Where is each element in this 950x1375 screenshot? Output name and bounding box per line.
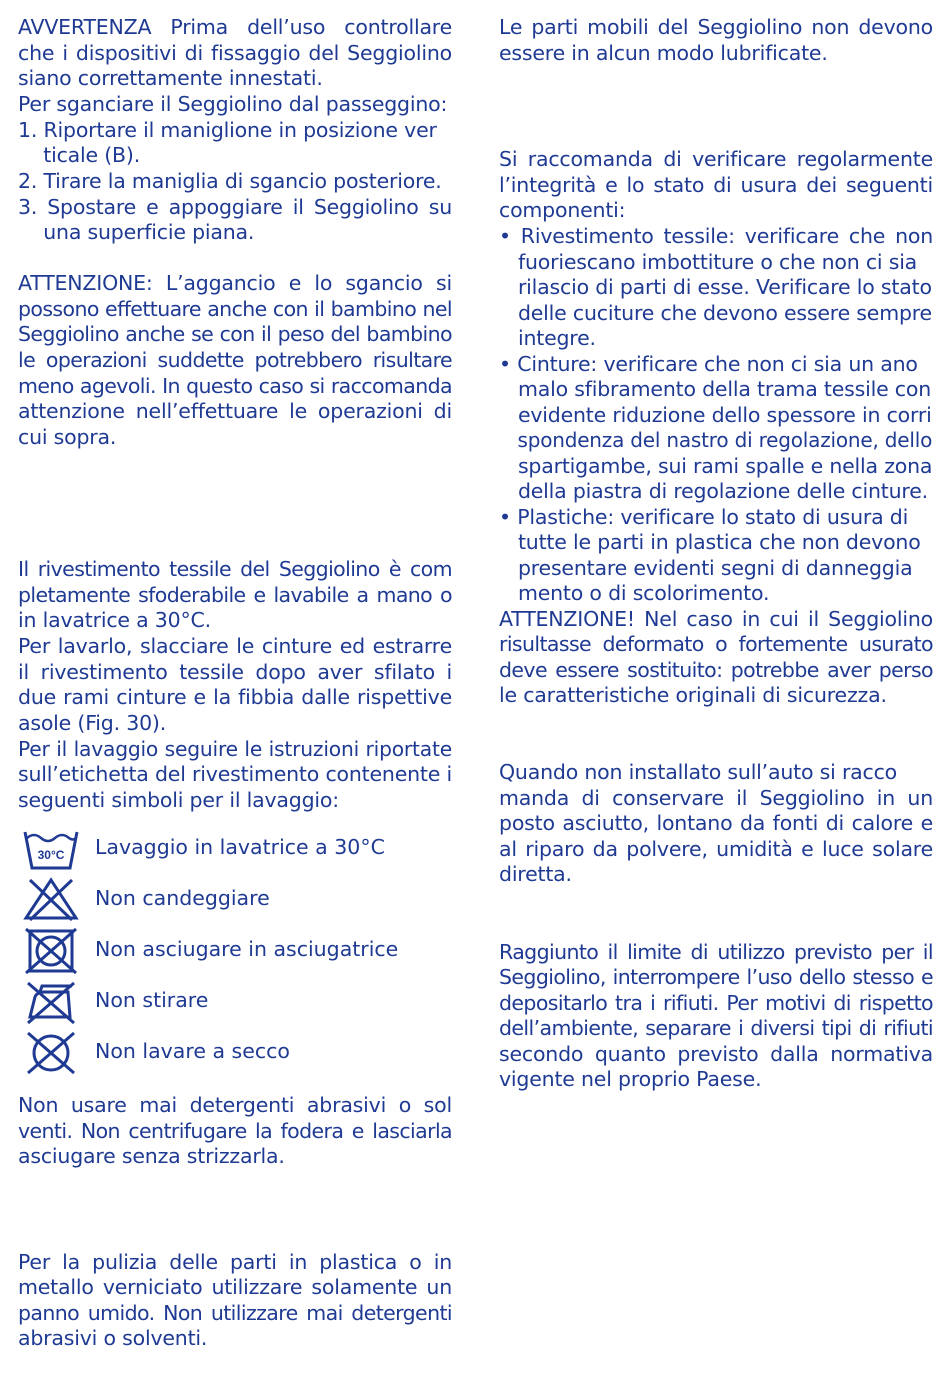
care-symbol-row xyxy=(18,1030,452,1076)
text-line: Seggiolino, interrompere l’uso dello stesso e xyxy=(499,965,933,989)
text-line: depositarlo tra i rifiuti. Per motivi di rispetto xyxy=(499,991,933,1015)
text-line: cui sopra. xyxy=(18,425,117,449)
text-line: venti. Non centrifugare la fodera e lasciarla xyxy=(18,1119,452,1143)
text-line: Si raccomanda di verificare regolarmente xyxy=(499,147,933,171)
text-line: secondo quanto previsto dalla normativa xyxy=(499,1042,933,1066)
text-line: Per lavarlo, slacciare le cinture ed estrarre xyxy=(18,634,452,658)
text-line: le operazioni suddette potrebbero risultare xyxy=(18,348,452,372)
text-line: risultasse deformato o fortemente usurato xyxy=(499,632,933,656)
text-line: mento o di scolorimento. xyxy=(499,581,770,605)
text-line: due rami cinture e la fibbia dalle rispettive xyxy=(18,685,452,709)
text-line: Le parti mobili del Seggiolino non devono xyxy=(499,15,933,39)
care-symbol-row xyxy=(18,928,452,974)
wash-30-icon xyxy=(22,826,78,872)
text-line: tutte le parti in plastica che non devono xyxy=(499,530,921,554)
text-line: meno agevoli. In questo caso si raccomanda xyxy=(18,374,452,398)
text-line: deve essere sostituito: potrebbe aver perso xyxy=(499,658,933,682)
text-line: essere in alcun modo lubrificate. xyxy=(499,41,828,65)
text-line: in lavatrice a 30°C. xyxy=(18,608,211,632)
text-line: Raggiunto il limite di utilizzo previsto per il xyxy=(499,940,933,964)
bullet-line: • Rivestimento tessile: verificare che non xyxy=(499,224,933,248)
text-line: metallo verniciato utilizzare solamente un xyxy=(18,1275,452,1299)
text-line: presentare evidenti segni di danneggia xyxy=(499,556,913,580)
text-line: 1. Riportare il maniglione in posizione ver xyxy=(18,118,437,142)
text-line: rilascio di parti di esse. Verificare lo stato xyxy=(499,275,932,299)
text-line: attenzione nell’effettuare le operazioni di xyxy=(18,399,452,423)
text-line: malo sfibramento della trama tessile con xyxy=(499,377,932,401)
text-line: pletamente sfoderabile e lavabile a mano o xyxy=(18,583,452,607)
text-line: Non usare mai detergenti abrasivi o sol xyxy=(18,1093,452,1117)
text-line: ATTENZIONE! Nel caso in cui il Seggiolino xyxy=(499,607,933,631)
text-line: diretta. xyxy=(499,862,572,886)
text-line: 2. Tirare la maniglia di sgancio posteriore. xyxy=(18,169,442,193)
text-line: sull’etichetta del rivestimento contenente i xyxy=(18,762,452,786)
text-line: l’integrità e lo stato di usura dei seguenti xyxy=(499,173,933,197)
text-line: dell’ambiente, separare i diversi tipi di rifiuti xyxy=(499,1016,933,1040)
text-line: le caratteristiche originali di sicurezza. xyxy=(499,683,887,707)
no-dry-clean-icon xyxy=(22,1030,78,1076)
no-iron-icon xyxy=(22,979,78,1025)
text-line: il rivestimento tessile dopo aver sfilato i xyxy=(18,660,452,684)
text-line: spondenza del nastro di regolazione, dello xyxy=(499,428,933,452)
wash-temperature-badge: 30°C xyxy=(37,848,65,862)
text-line: Quando non installato sull’auto si racco xyxy=(499,760,898,784)
no-bleach-icon xyxy=(22,877,78,923)
text-line: della piastra di regolazione delle cinture. xyxy=(499,479,928,503)
text-line: siano correttamente innestati. xyxy=(18,66,323,90)
text-line: al riparo da polvere, umidità e luce solare xyxy=(499,837,933,861)
text-line: posto asciutto, lontano da fonti di calore e xyxy=(499,811,933,835)
text-line: ticale (B). xyxy=(18,143,141,167)
care-symbol-label: Lavaggio in lavatrice a 30°C xyxy=(95,835,385,859)
care-symbol-row xyxy=(18,877,452,923)
text-line: panno umido. Non utilizzare mai detergenti xyxy=(18,1301,452,1325)
text-line: manda di conservare il Seggiolino in un xyxy=(499,786,933,810)
text-line: Per la pulizia delle parti in plastica o in xyxy=(18,1250,452,1274)
care-symbol-row xyxy=(18,826,452,872)
text-line: asole (Fig. 30). xyxy=(18,711,167,735)
care-symbol-label: Non asciugare in asciugatrice xyxy=(95,937,399,961)
text-line: ATTENZIONE: L’aggancio e lo sgancio si xyxy=(18,271,452,295)
text-line: componenti: xyxy=(499,198,626,222)
text-line: fuoriescano imbottiture o che non ci sia xyxy=(499,250,918,274)
care-symbol-label: Non lavare a secco xyxy=(95,1039,290,1063)
care-symbol-label: Non candeggiare xyxy=(95,886,270,910)
text-line: Seggiolino anche se con il peso del bambino xyxy=(18,322,452,346)
bullet-line: • Plastiche: verificare lo stato di usura di xyxy=(499,505,909,529)
care-symbol-row xyxy=(18,979,452,1025)
text-line: asciugare senza strizzarla. xyxy=(18,1144,285,1168)
text-line: evidente riduzione dello spessore in corri xyxy=(499,403,932,427)
text-line: che i dispositivi di fissaggio del Seggiolino xyxy=(18,41,452,65)
text-line: vigente nel proprio Paese. xyxy=(499,1067,762,1091)
text-line: AVVERTENZA Prima dell’uso controllare xyxy=(18,15,452,39)
text-line: abrasivi o solventi. xyxy=(18,1326,208,1350)
text-line: delle cuciture che devono essere sempre xyxy=(499,301,932,325)
text-line: una superficie piana. xyxy=(18,220,255,244)
text-line: Per sganciare il Seggiolino dal passeggino: xyxy=(18,92,448,116)
no-tumble-dry-icon xyxy=(22,928,78,974)
care-symbol-label: Non stirare xyxy=(95,988,209,1012)
text-line: seguenti simboli per il lavaggio: xyxy=(18,788,339,812)
text-line: spartigambe, sui rami spalle e nella zona xyxy=(499,454,933,478)
text-line: possono effettuare anche con il bambino nel xyxy=(18,297,452,321)
text-line: Per il lavaggio seguire le istruzioni riportate xyxy=(18,737,452,761)
text-line: 3. Spostare e appoggiare il Seggiolino su xyxy=(18,195,452,219)
bullet-line: • Cinture: verificare che non ci sia un ano xyxy=(499,352,918,376)
text-line: Il rivestimento tessile del Seggiolino è com xyxy=(18,557,452,581)
text-line: integre. xyxy=(499,326,596,350)
